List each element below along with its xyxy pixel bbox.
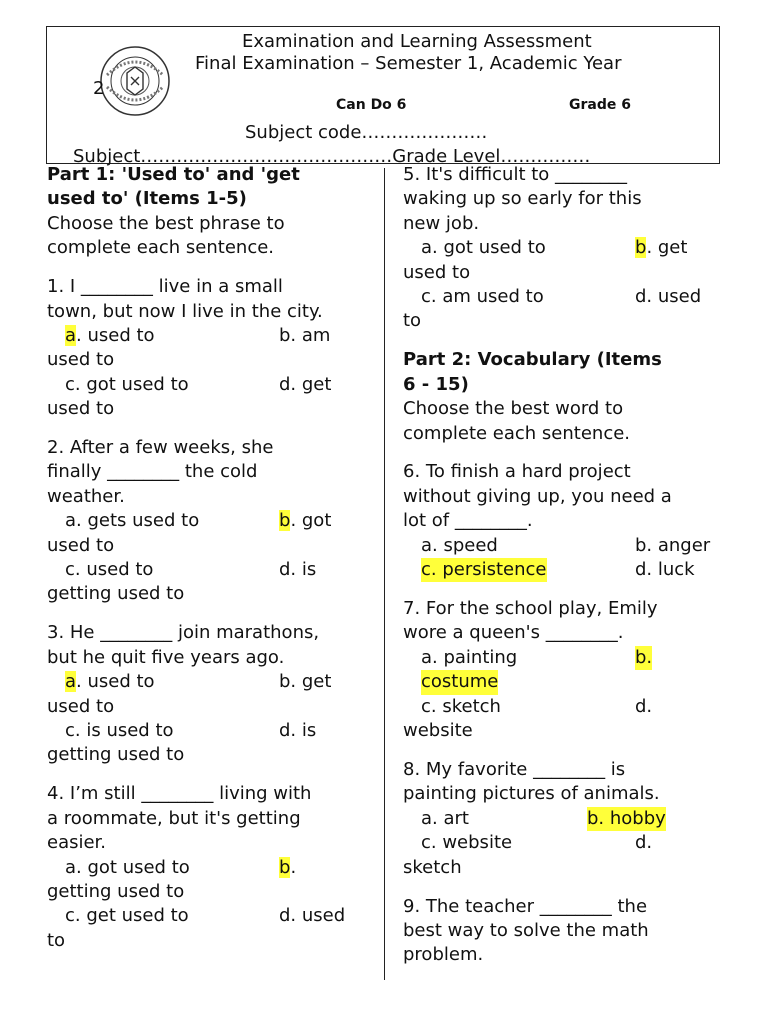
- question-text: 2. After a few weeks, she: [47, 437, 274, 459]
- option-b: b. am: [279, 324, 331, 346]
- option-a: a. got used to: [421, 237, 546, 259]
- option-c: c. used to: [65, 559, 154, 581]
- part1-title-line2: used to' (Items 1-5): [47, 188, 247, 210]
- option-b: b. get: [279, 671, 332, 693]
- answer-highlight: a: [65, 671, 77, 693]
- option-wrap: getting used to: [47, 744, 185, 766]
- subject-code-line: Subject code…………………: [245, 122, 488, 143]
- exam-subtitle: Final Examination – Semester 1, Academic Year: [195, 53, 622, 74]
- option-wrap: getting used to: [47, 583, 185, 605]
- question-text: weather.: [47, 485, 125, 507]
- question-text: 4. I’m still ________ living with: [47, 783, 312, 805]
- option-a: a. painting: [421, 646, 518, 668]
- part2-title-line2: 6 - 15): [403, 373, 469, 395]
- question-7: [403, 597, 733, 743]
- question-text: painting pictures of animals.: [403, 783, 660, 805]
- part2-title-line1: Part 2: Vocabulary (Items: [403, 349, 662, 371]
- option-wrap: used to: [47, 398, 115, 420]
- option-a: a. speed: [421, 534, 498, 556]
- option-d: d. luck: [635, 559, 695, 581]
- column-divider: [384, 168, 385, 980]
- question-4: [47, 782, 373, 953]
- question-1: [47, 275, 373, 421]
- option-a: a. art: [421, 807, 469, 829]
- question-3: [47, 621, 373, 767]
- part2-instruction-line1: Choose the best word to: [403, 398, 624, 420]
- answer-highlight: b: [279, 510, 291, 532]
- exam-title: Examination and Learning Assessment: [242, 31, 592, 52]
- option-d: d. is: [279, 559, 317, 581]
- question-5: [403, 163, 733, 334]
- part2-heading: [403, 348, 733, 397]
- question-text: 7. For the school play, Emily: [403, 598, 658, 620]
- question-8: [403, 758, 733, 880]
- question-text: easier.: [47, 832, 107, 854]
- question-text: without giving up, you need a: [403, 485, 672, 507]
- question-text: town, but now I live in the city.: [47, 300, 323, 322]
- option-wrap-highlighted: costume: [421, 670, 498, 694]
- question-text: a roommate, but it's getting: [47, 807, 301, 829]
- question-2: [47, 436, 373, 607]
- question-text: finally ________ the cold: [47, 461, 258, 483]
- option-wrap: used to: [403, 261, 471, 283]
- question-6: [403, 460, 733, 582]
- grade-label: Grade 6: [569, 97, 631, 113]
- option-wrap: used to: [47, 534, 115, 556]
- academic-year-fragment: 2: [93, 78, 105, 99]
- part2-instruction-line2: complete each sentence.: [403, 422, 631, 444]
- option-c: c. get used to: [65, 905, 189, 927]
- option-wrap: used to: [47, 349, 115, 371]
- option-text: . used to: [76, 324, 155, 346]
- option-b: [279, 856, 296, 880]
- question-text: but he quit five years ago.: [47, 646, 285, 668]
- option-d: d. get: [279, 373, 332, 395]
- question-text: 1. I ________ live in a small: [47, 276, 283, 298]
- option-text: . got: [290, 510, 332, 532]
- part1-heading: [47, 163, 373, 212]
- option-c: c. sketch: [421, 695, 501, 717]
- answer-highlight: b: [279, 856, 291, 878]
- option-b: [635, 236, 687, 260]
- option-text: .: [290, 856, 297, 878]
- question-text: best way to solve the math: [403, 919, 649, 941]
- question-text: 8. My favorite ________ is: [403, 758, 626, 780]
- question-text: 5. It's difficult to ________: [403, 164, 628, 185]
- option-c: c. got used to: [65, 373, 189, 395]
- option-d: d.: [635, 695, 653, 717]
- option-b-highlighted-answer: b. hobby: [587, 807, 666, 831]
- part1-title-line1: Part 1: 'Used to' and 'get: [47, 164, 300, 185]
- question-text: 3. He ________ join marathons,: [47, 622, 320, 644]
- option-d: d. used: [635, 285, 702, 307]
- option-wrap: getting used to: [47, 880, 185, 902]
- subject-grade-line: Subject……………………………………Grade Level……………: [73, 146, 591, 167]
- question-text: waking up so early for this: [403, 188, 642, 210]
- question-text: 9. The teacher ________ the: [403, 895, 648, 917]
- option-wrap: to: [403, 310, 422, 332]
- answer-highlight: b: [635, 237, 647, 259]
- can-do-label: Can Do 6: [336, 97, 407, 113]
- option-c: c. is used to: [65, 719, 174, 741]
- question-text: wore a queen's ________.: [403, 622, 624, 644]
- part1-instruction-line2: complete each sentence.: [47, 237, 275, 259]
- answer-highlight: a: [65, 324, 77, 346]
- option-b: b. anger: [635, 534, 711, 556]
- question-text: problem.: [403, 944, 484, 966]
- option-a: [65, 324, 155, 348]
- option-wrap: website: [403, 719, 473, 741]
- right-column: [403, 163, 733, 968]
- question-text: lot of ________.: [403, 510, 533, 532]
- option-wrap: used to: [47, 695, 115, 717]
- option-b-highlighted-answer: b.: [635, 646, 652, 670]
- question-text: new job.: [403, 212, 480, 234]
- school-seal-logo: [99, 45, 171, 117]
- option-text: . used to: [76, 671, 155, 693]
- option-text: . get: [646, 237, 688, 259]
- option-a: a. got used to: [65, 856, 190, 878]
- part1-instruction-line1: Choose the best phrase to: [47, 212, 285, 234]
- option-a: a. gets used to: [65, 510, 200, 532]
- left-column: [47, 163, 373, 953]
- question-text: 6. To finish a hard project: [403, 461, 631, 483]
- option-c: c. am used to: [421, 285, 544, 307]
- option-c: c. website: [421, 832, 513, 854]
- option-wrap: to: [47, 929, 66, 951]
- option-a: [65, 670, 155, 694]
- question-9: [403, 895, 733, 968]
- option-wrap: sketch: [403, 856, 462, 878]
- option-d: d. used: [279, 905, 346, 927]
- option-c-highlighted-answer: c. persistence: [421, 558, 547, 582]
- option-b: [279, 509, 331, 533]
- option-d: d. is: [279, 719, 317, 741]
- option-d: d.: [635, 832, 653, 854]
